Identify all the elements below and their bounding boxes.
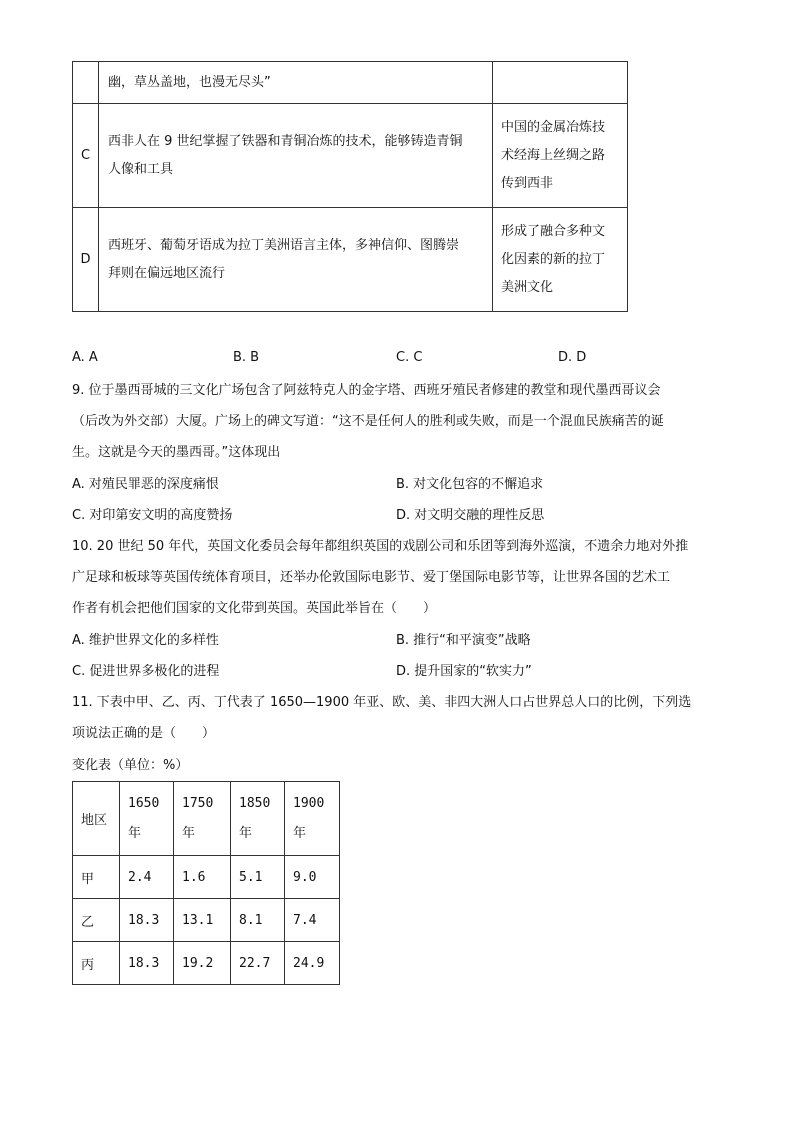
row-region: 甲: [73, 856, 120, 899]
q10-option-c[interactable]: C. 促进世界多极化的进程: [72, 664, 220, 679]
table-cell: 24.9: [285, 942, 340, 985]
option-result: 中国的金属冶炼技 术经海上丝绸之路 传到西非: [493, 104, 628, 208]
table-cell: 13.1: [174, 899, 231, 942]
q9-option-a[interactable]: A. 对殖民罪恶的深度痛恨: [72, 477, 219, 492]
table-row: [73, 856, 340, 899]
header-region: 地区: [73, 782, 120, 856]
table-header-row: [73, 782, 340, 856]
population-table: [72, 781, 340, 985]
options-row-d: [73, 208, 628, 312]
table-cell: 18.3: [120, 942, 174, 985]
table-cell: 5.1: [231, 856, 285, 899]
q10-stem-line: 作者有机会把他们国家的文化带到英国。英国此举旨在（ ）: [72, 601, 437, 616]
table-cell: 18.3: [120, 899, 174, 942]
q10-stem-line: 广足球和板球等英国传统体育项目，还举办伦敦国际电影节、爱丁堡国际电影节等，让世界各国的艺术工: [72, 570, 671, 585]
option-label: D: [73, 208, 99, 312]
table-row: [73, 899, 340, 942]
q8-answer-d[interactable]: D. D: [558, 350, 587, 365]
row-region: 丙: [73, 942, 120, 985]
option-result: [493, 62, 628, 104]
q9-stem-line: （后改为外交部）大厦。广场上的碑文写道：“这不是任何人的胜利或失败，而是一个混血民族痛苦的诞: [72, 414, 664, 429]
table-row: [73, 942, 340, 985]
header-year: 1850 年: [231, 782, 285, 856]
header-year: 1900 年: [285, 782, 340, 856]
options-table: [72, 61, 628, 312]
q9-stem-line: 生。这就是今天的墨西哥。”这体现出: [72, 445, 281, 460]
q10-option-a[interactable]: A. 维护世界文化的多样性: [72, 633, 219, 648]
row-region: 乙: [73, 899, 120, 942]
header-year: 1750 年: [174, 782, 231, 856]
option-text: 西非人在 9 世纪掌握了铁器和青铜冶炼的技术，能够铸造青铜 人像和工具: [99, 104, 493, 208]
q10-option-d[interactable]: D. 提升国家的“软实力”: [396, 664, 532, 679]
options-row-continued: [73, 62, 628, 104]
option-text: 幽，草丛盖地，也漫无尽头”: [99, 62, 493, 104]
option-result: 形成了融合多种文 化因素的新的拉丁 美洲文化: [493, 208, 628, 312]
option-label: C: [73, 104, 99, 208]
table-cell: 8.1: [231, 899, 285, 942]
option-label: [73, 62, 99, 104]
table-cell: 1.6: [174, 856, 231, 899]
q10-option-b[interactable]: B. 推行“和平演变”战略: [396, 633, 531, 648]
q8-answer-b[interactable]: B. B: [233, 350, 260, 365]
q8-answer-a[interactable]: A. A: [72, 350, 98, 365]
q9-option-c[interactable]: C. 对印第安文明的高度赞扬: [72, 508, 233, 523]
table-cell: 9.0: [285, 856, 340, 899]
q11-stem-line: 项说法正确的是（ ）: [72, 726, 216, 741]
q9-stem-line: 9. 位于墨西哥城的三文化广场包含了阿兹特克人的金字塔、西班牙殖民者修建的教堂和现代墨西哥议会: [72, 383, 661, 398]
option-text: 西班牙、葡萄牙语成为拉丁美洲语言主体，多神信仰、图腾崇 拜则在偏远地区流行: [99, 208, 493, 312]
q10-stem-line: 10. 20 世纪 50 年代，英国文化委员会每年都组织英国的戏剧公司和乐团等到海外巡演，不遗余力地对外推: [72, 539, 689, 554]
q8-answer-c[interactable]: C. C: [396, 350, 423, 365]
options-row-c: [73, 104, 628, 208]
table-cell: 7.4: [285, 899, 340, 942]
q9-option-d[interactable]: D. 对文明交融的理性反思: [396, 508, 545, 523]
q11-table-caption: 变化表（单位：%）: [72, 758, 189, 773]
q9-option-b[interactable]: B. 对文化包容的不懈追求: [396, 477, 544, 492]
header-year: 1650 年: [120, 782, 174, 856]
table-cell: 19.2: [174, 942, 231, 985]
q11-stem-line: 11. 下表中甲、乙、丙、丁代表了 1650—1900 年亚、欧、美、非四大洲人口占世界总人口的比例，下列选: [72, 695, 692, 710]
table-cell: 22.7: [231, 942, 285, 985]
table-cell: 2.4: [120, 856, 174, 899]
